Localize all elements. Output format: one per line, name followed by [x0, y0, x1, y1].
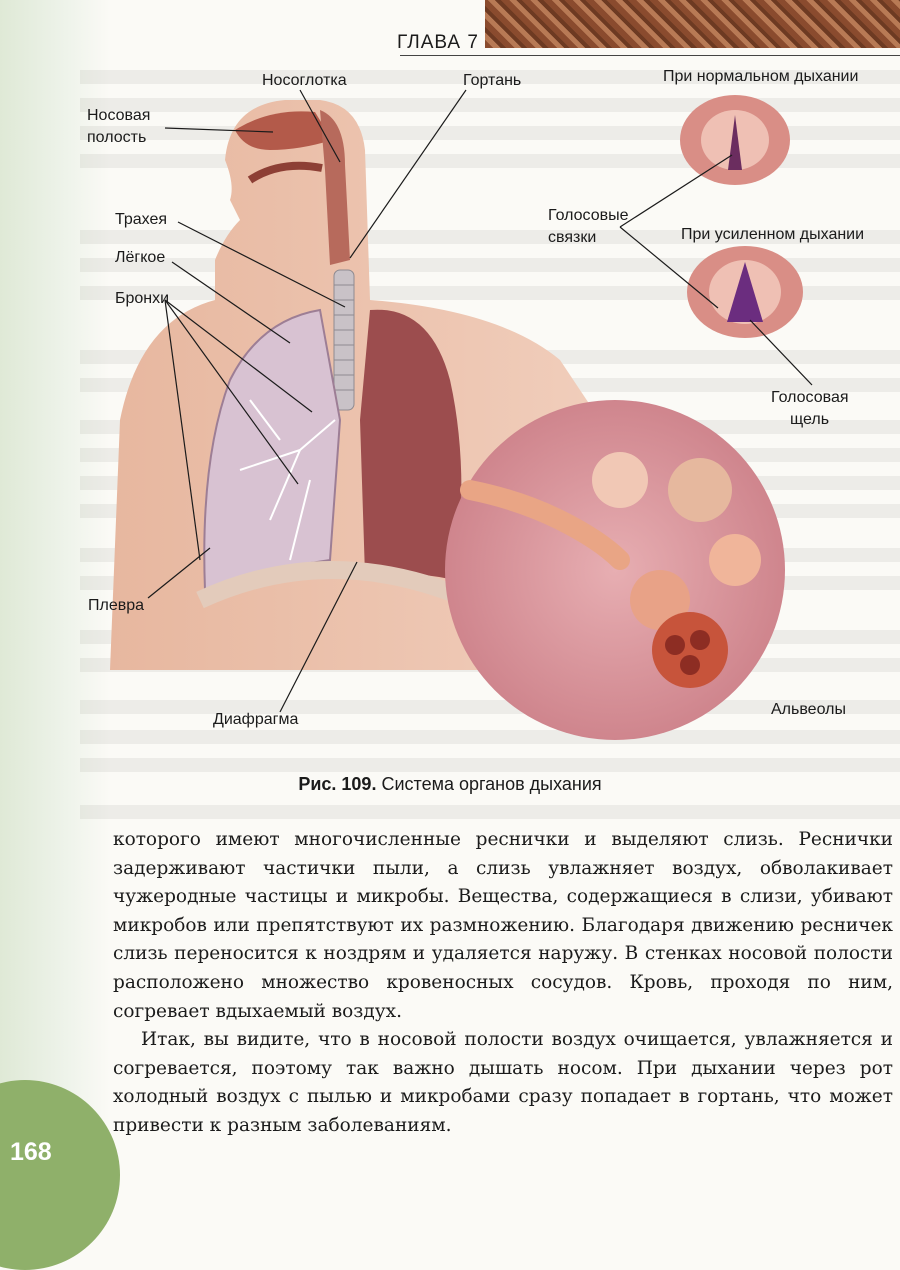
label-nasopharynx: Носоглотка	[262, 72, 347, 89]
label-vocal-cords-line1: Голосовые	[548, 207, 629, 224]
bleed-through-line	[80, 805, 900, 819]
figure-title: Система органов дыхания	[381, 774, 602, 794]
paragraph-1: которого имеют многочисленные реснички и выделяют слизь. Реснички задерживают частички пыли, а слизь увлажняет воздух, обволакивает чужеродные частицы и микробы. Вещества, содержащиеся в слизи, убивают микробов или препятствуют их размножению. Благодаря движению ресничек слизь переносится к ноздрям и удаляется наружу. В стенках носовой полости расположено множество кровеносных сосудов. Кровь, проходя по ним, согревает вдыхаемый воздух.	[113, 829, 893, 1022]
vocal-cords-intense-illustration	[687, 246, 803, 338]
label-trachea: Трахея	[115, 211, 168, 228]
label-larynx: Гортань	[463, 72, 522, 89]
label-nasal-cavity-line2: полость	[87, 129, 147, 146]
label-glottis-line1: Голосовая	[771, 389, 849, 406]
body-text	[113, 826, 893, 1141]
label-lung: Лёгкое	[115, 249, 166, 266]
figure-number: Рис. 109.	[298, 774, 377, 794]
label-diaphragm: Диафрагма	[213, 711, 299, 728]
figure-caption	[0, 774, 900, 795]
label-pleura: Плевра	[88, 597, 145, 614]
trachea-shape	[334, 270, 354, 410]
label-normal-breathing: При нормальном дыхании	[663, 68, 859, 85]
label-bronchi: Бронхи	[115, 290, 170, 307]
label-nasal-cavity-line1: Носовая	[87, 107, 151, 124]
vocal-cords-normal-illustration	[680, 95, 790, 185]
label-vocal-cords-line2: связки	[548, 229, 597, 246]
paragraph-2: Итак, вы видите, что в носовой полости воздух очищается, увлажняется и согревается, поэтому так важно дышать носом. При дыхании через рот холодный воздух с пылью и микробами сразу попадает в гортань, что может привести к разным заболеваниям.	[113, 1029, 893, 1136]
label-intense-breathing: При усиленном дыхании	[681, 226, 865, 243]
alveoli-magnified-view	[445, 400, 785, 740]
label-alveoli: Альвеолы	[771, 701, 846, 718]
label-glottis-line2: щель	[790, 411, 830, 428]
page-number: 168	[10, 1138, 52, 1166]
chapter-header: ГЛАВА 7	[397, 32, 479, 53]
